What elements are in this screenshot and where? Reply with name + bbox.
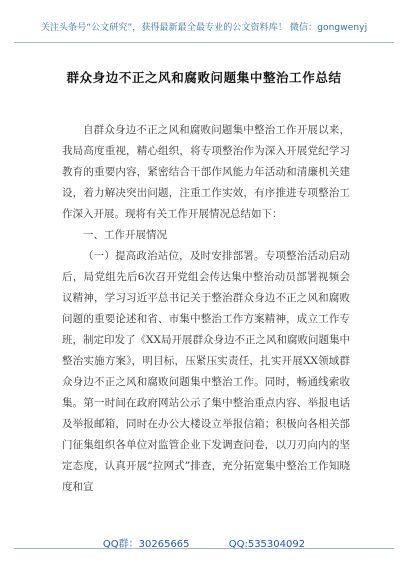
footer-qq-group: QQ群：30265665: [102, 539, 190, 550]
section-paragraph: （一）提高政治站位，及时安排部署。专项整治活动启动后，局党组先后6次召开党组会传达集中整治动员部署视频会议精神，学习习近平总书记关于整治群众身边不正之风和腐败问题的重要论述和省、市集中整治工作方案精神，成立工作专班，制定印发了《XX局开展群众身边不正之风和腐败问题集中整治实施方案》，明目标，压紧压实责任，扎实开展XX领域群众身边不正之风和腐败问题集中整治工作。同时，畅通线索收集。第一时间在政府网站公示了集中整治重点内容、举报电话及举报邮箱，同时在办公大楼设立举报信箱；积极向各相关部门征集组织各单位对监管企业下发调查问卷，以刀刃向内的坚定态度，认真开展“拉网式”排查，充分拓宽集中整治工作知晓度和宣: [62, 250, 350, 493]
section-heading: 一、工作开展情况: [83, 229, 167, 241]
footer-qq: QQ:535304092: [228, 539, 306, 550]
document-body: [62, 120, 350, 498]
footer-divider: [14, 548, 394, 549]
header-divider: [14, 42, 394, 43]
intro-paragraph: 自群众身边不正之风和腐败问题集中整治工作开展以来，我局高度重视，精心组织，将专项整治作为深入开展党纪学习教育的重要内容，紧密结合干部作风能力年活动和清廉机关建设，着力解决突出问题，注重工作实效，有序推进专项整治工作深入开展。现将有关工作开展情况总结如下：: [62, 124, 350, 220]
document-title: 群众身边不正之风和腐败问题集中整治工作总结: [66, 70, 342, 85]
header-notice: 关注头条号“公文研究”，获得最新最全最专业的公文资料库！ 微信：gongwenyj: [40, 23, 368, 33]
